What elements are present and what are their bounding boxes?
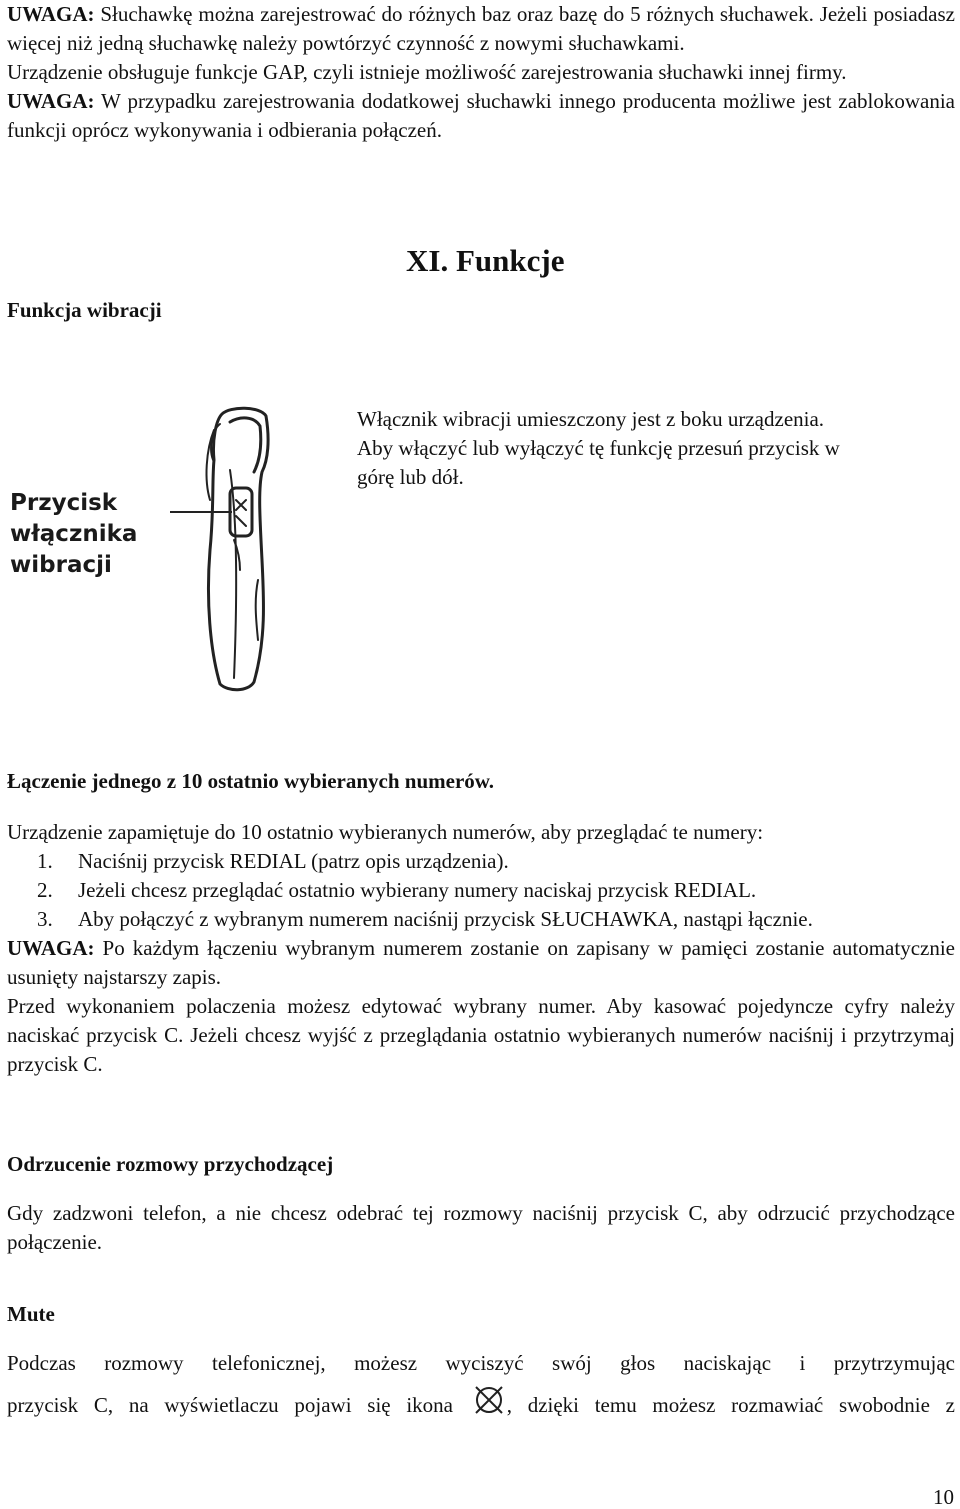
step-number: 1. (37, 849, 53, 873)
warning-text: Słuchawkę można zarejestrować do różnych baz oraz bazę do 5 różnych słuchawek. Jeżeli posiadasz więcej niż jedną słuchawkę należy powtórzyć czynność z nowymi słuchawkami. (7, 2, 955, 55)
vibration-line: górę lub dół. (357, 465, 464, 489)
section-title: XI. Funkcje (406, 243, 565, 278)
mute-section (7, 1300, 955, 1420)
reject-heading: Odrzucenie rozmowy przychodzącej (7, 1152, 334, 1176)
redial-edit-text: Przed wykonaniem polaczenia możesz edytować wybrany numer. Aby kasować pojedyncze cyfry należy naciskać przycisk C. Jeżeli chcesz wyjść z przeglądania ostatnio wybieranych numerów naciśnij i przytrzymaj przycisk C. (7, 994, 955, 1076)
step-text: Naciśnij przycisk REDIAL (patrz opis urządzenia). (78, 849, 509, 873)
handset-illustration (170, 400, 290, 700)
warning-paragraph-2 (7, 87, 955, 145)
page-number: 10 (933, 1485, 954, 1509)
reject-section (7, 1150, 955, 1257)
reject-text: Gdy zadzwoni telefon, a nie chcesz odebrać tej rozmowy naciśnij przycisk C, aby odrzucić przychodzące połączenie. (7, 1201, 955, 1254)
step-text: Jeżeli chcesz przeglądać ostatnio wybierany numery naciskaj przycisk REDIAL. (78, 878, 757, 902)
step-number: 2. (37, 878, 53, 902)
list-item (7, 905, 955, 934)
intro-section (7, 0, 955, 145)
warning-label: UWAGA: (7, 2, 95, 26)
list-item (7, 876, 955, 905)
warning-label: UWAGA: (7, 89, 95, 113)
redial-steps (7, 847, 955, 934)
vibration-line: Aby włączyć lub wyłączyć tę funkcję przesuń przycisk w (357, 436, 840, 460)
mute-icon (473, 1384, 505, 1416)
mute-text-line1: Podczas rozmowy telefonicznej, możesz wyciszyć swój głos naciskając i przytrzymując (7, 1351, 955, 1375)
figure-label-line: włącznika (10, 521, 138, 547)
redial-warning (7, 934, 955, 992)
gap-paragraph: Urządzenie obsługuje funkcje GAP, czyli istnieje możliwość zarejestrowania słuchawki innej firmy. (7, 60, 847, 84)
vibration-description (357, 405, 957, 492)
redial-heading: Łączenie jednego z 10 ostatnio wybieranych numerów. (7, 769, 495, 793)
figure-label (10, 488, 137, 581)
mute-text-line2 (7, 1384, 955, 1420)
mute-text: , dzięki temu możesz rozmawiać swobodnie z (506, 1393, 955, 1417)
vibration-heading: Funkcja wibracji (7, 298, 162, 322)
figure-label-line: wibracji (10, 552, 112, 578)
mute-heading: Mute (7, 1302, 55, 1326)
mute-text: przycisk C, na wyświetlaczu pojawi się ikona (7, 1393, 469, 1417)
warning-paragraph-1 (7, 0, 955, 58)
vibration-line: Włącznik wibracji umieszczony jest z boku urządzenia. (357, 407, 825, 431)
warning-label: UWAGA: (7, 936, 95, 960)
figure-label-line: Przycisk (10, 490, 118, 516)
redial-intro: Urządzenie zapamiętuje do 10 ostatnio wybieranych numerów, aby przeglądać te numery: (7, 820, 764, 844)
step-text: Aby połączyć z wybranym numerem naciśnij przycisk SŁUCHAWKA, nastąpi łącznie. (78, 907, 813, 931)
list-item (7, 847, 955, 876)
warning-text: Po każdym łączeniu wybranym numerem zostanie on zapisany w pamięci zostanie automatycznie usunięty najstarszy zapis. (7, 936, 955, 989)
redial-section (7, 767, 955, 1079)
step-number: 3. (37, 907, 53, 931)
warning-text: W przypadku zarejestrowania dodatkowej słuchawki innego producenta możliwe jest zablokowania funkcji oprócz wykonywania i odbierania połączeń. (7, 89, 955, 142)
